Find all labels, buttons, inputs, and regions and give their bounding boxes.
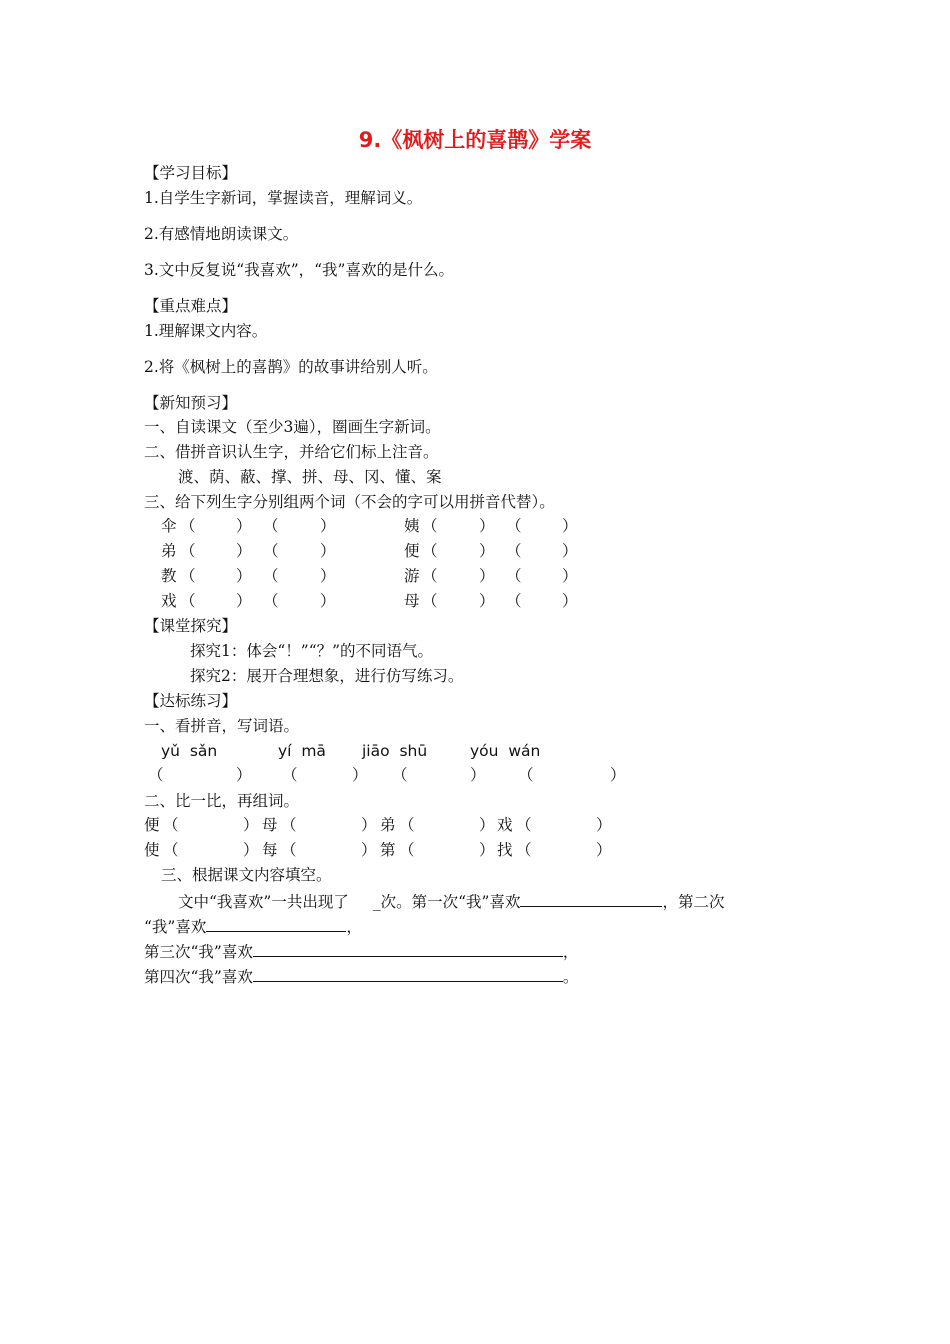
preview-question-1: 一、自读课文（至少3遍），圈画生字新词。 <box>144 418 441 436</box>
paren-close: ） <box>562 542 578 560</box>
fill-line-2 <box>144 915 362 937</box>
paren-close: ） <box>596 841 612 859</box>
fill-text: ， <box>562 943 579 961</box>
paren-open: （ <box>263 542 279 560</box>
paren-close: ） <box>479 592 495 610</box>
compare-char: 弟 <box>380 816 396 834</box>
compare-char: 使 <box>144 841 160 859</box>
compare-char: 戏 <box>497 816 513 834</box>
paren-open: （ <box>506 517 522 535</box>
paren-close: ） <box>562 592 578 610</box>
paren-open: （ <box>148 766 164 784</box>
preview-question-3: 三、给下列生字分别组两个词（不会的字可以用拼音代替）。 <box>144 493 555 511</box>
pinyin-label: yí mā <box>278 742 326 760</box>
paren-close: ） <box>562 567 578 585</box>
fill-text: “我”喜欢 <box>144 918 207 936</box>
paren-close: ） <box>361 816 377 834</box>
pinyin-label: yǔ sǎn <box>161 742 218 760</box>
fill-line-1 <box>178 890 724 912</box>
paren-close: ） <box>479 517 495 535</box>
compare-char: 每 <box>262 841 278 859</box>
fill-text: 文中“我喜欢”一共出现了 <box>178 893 349 911</box>
paren-close: ） <box>236 766 252 784</box>
preview-characters: 渡、荫、蔽、撑、拼、母、冈、懂、案 <box>178 468 442 486</box>
paren-open: （ <box>180 567 196 585</box>
paren-open: （ <box>422 567 438 585</box>
paren-close: ） <box>352 766 368 784</box>
paren-close: ） <box>243 841 259 859</box>
paren-open: （ <box>422 517 438 535</box>
paren-close: ） <box>236 542 252 560</box>
paren-close: ） <box>320 592 336 610</box>
practice-question-3: 三、根据课文内容填空。 <box>161 866 332 884</box>
paren-close: ） <box>236 567 252 585</box>
paren-open: （ <box>392 766 408 784</box>
explore-item: 探究2：展开合理想象，进行仿写练习。 <box>190 667 464 685</box>
grid-char: 母 <box>404 592 420 610</box>
page-title: 9.《枫树上的喜鹊》学案 <box>358 128 592 152</box>
paren-open: （ <box>422 592 438 610</box>
paren-open: （ <box>281 816 297 834</box>
answer-blank[interactable] <box>253 965 563 982</box>
answer-blank[interactable] <box>520 890 662 907</box>
compare-char: 找 <box>497 841 513 859</box>
goals-heading: 【学习目标】 <box>144 164 238 182</box>
paren-close: ） <box>320 542 336 560</box>
explore-item: 探究1：体会“！”“？”的不同语气。 <box>190 642 434 660</box>
grid-char: 弟 <box>161 542 177 560</box>
fill-line-4 <box>144 965 578 987</box>
paren-close: ） <box>236 592 252 610</box>
paren-open: （ <box>506 567 522 585</box>
paren-close: ） <box>361 841 377 859</box>
paren-open: （ <box>399 816 415 834</box>
paren-close: ） <box>236 517 252 535</box>
paren-open: （ <box>506 542 522 560</box>
paren-open: （ <box>518 766 534 784</box>
paren-open: （ <box>399 841 415 859</box>
practice-heading: 【达标练习】 <box>144 692 238 710</box>
paren-open: （ <box>422 542 438 560</box>
fill-text: _次。第一次“我”喜欢 <box>372 893 521 911</box>
compare-char: 便 <box>144 816 160 834</box>
paren-open: （ <box>180 542 196 560</box>
grid-char: 戏 <box>161 592 177 610</box>
fill-line-3 <box>144 940 578 962</box>
paren-close: ） <box>479 816 495 834</box>
paren-close: ） <box>320 567 336 585</box>
fill-text: ， <box>346 918 362 936</box>
paren-open: （ <box>516 816 532 834</box>
grid-char: 教 <box>161 567 177 585</box>
fill-text: ，第二次 <box>662 893 725 911</box>
paren-open: （ <box>263 592 279 610</box>
grid-char: 便 <box>404 542 420 560</box>
paren-close: ） <box>470 766 486 784</box>
paren-close: ） <box>610 766 626 784</box>
paren-close: ） <box>479 841 495 859</box>
answer-blank[interactable] <box>253 940 563 957</box>
grid-char: 姨 <box>404 517 420 535</box>
keypoints-heading: 【重点难点】 <box>144 297 238 315</box>
paren-close: ） <box>479 542 495 560</box>
preview-heading: 【新知预习】 <box>144 394 238 412</box>
practice-question-1: 一、看拼音，写词语。 <box>144 717 300 735</box>
explore-heading: 【课堂探究】 <box>144 617 238 635</box>
grid-char: 伞 <box>161 517 177 535</box>
pinyin-label: yóu wán <box>470 742 541 760</box>
paren-open: （ <box>506 592 522 610</box>
goal-item: 2.有感情地朗读课文。 <box>144 225 299 243</box>
fill-text: 第四次“我”喜欢 <box>144 968 253 986</box>
fill-text: 第三次“我”喜欢 <box>144 943 253 961</box>
paren-open: （ <box>163 841 179 859</box>
paren-open: （ <box>163 816 179 834</box>
keypoint-item: 2.将《枫树上的喜鹊》的故事讲给别人听。 <box>144 358 438 376</box>
compare-char: 母 <box>262 816 278 834</box>
paren-open: （ <box>180 517 196 535</box>
paren-close: ） <box>320 517 336 535</box>
fill-text: 。 <box>562 968 579 986</box>
answer-blank[interactable] <box>206 915 346 932</box>
paren-open: （ <box>281 841 297 859</box>
paren-open: （ <box>516 841 532 859</box>
paren-close: ） <box>562 517 578 535</box>
paren-close: ） <box>596 816 612 834</box>
compare-char: 第 <box>380 841 396 859</box>
keypoint-item: 1.理解课文内容。 <box>144 322 268 340</box>
paren-open: （ <box>263 517 279 535</box>
goal-item: 3.文中反复说“我喜欢”，“我”喜欢的是什么。 <box>144 261 454 279</box>
grid-char: 游 <box>404 567 420 585</box>
paren-close: ） <box>479 567 495 585</box>
paren-open: （ <box>180 592 196 610</box>
paren-close: ） <box>243 816 259 834</box>
pinyin-label: jiāo shū <box>362 742 428 760</box>
preview-question-2: 二、借拼音识认生字，并给它们标上注音。 <box>144 443 439 461</box>
practice-question-2: 二、比一比，再组词。 <box>144 792 300 810</box>
paren-open: （ <box>263 567 279 585</box>
paren-open: （ <box>282 766 298 784</box>
goal-item: 1.自学生字新词，掌握读音，理解词义。 <box>144 189 423 207</box>
